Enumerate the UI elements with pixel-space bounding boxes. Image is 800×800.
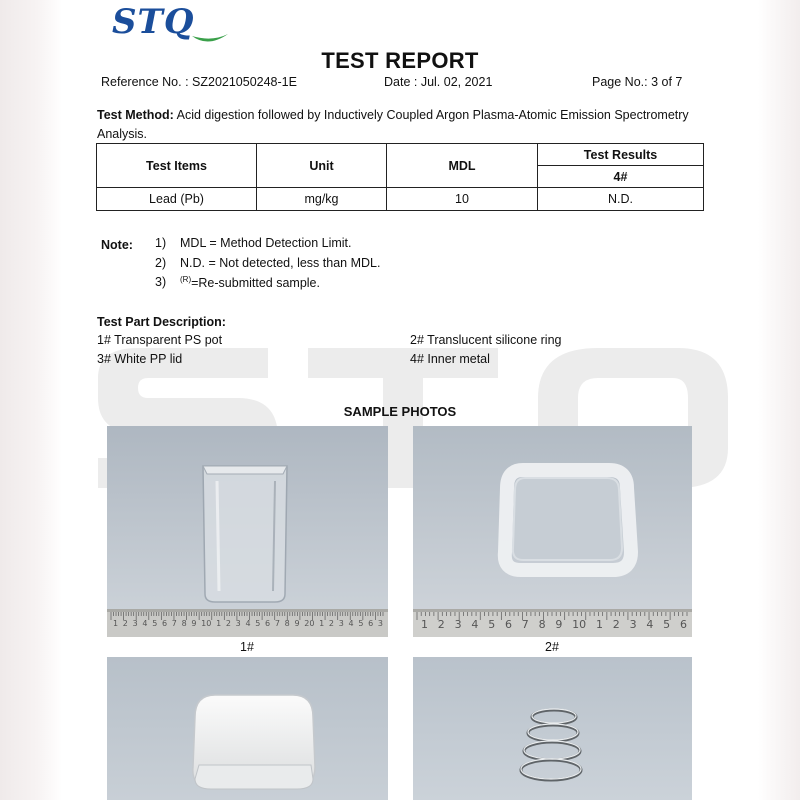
note-number: 3) <box>155 275 167 289</box>
results-table <box>96 143 704 211</box>
cell-item: Lead (Pb) <box>97 188 257 211</box>
ruler-number: 8 <box>538 618 546 631</box>
part-description-item: 3# White PP lid <box>97 352 183 366</box>
ruler-number: 8 <box>284 619 290 628</box>
ruler-number: 4 <box>142 619 148 628</box>
photo-white-lid <box>107 657 388 800</box>
sample-photos-title: SAMPLE PHOTOS <box>343 404 457 419</box>
note-number: 2) <box>155 256 167 270</box>
ruler-number: 9 <box>191 619 197 628</box>
photo-2-image <box>413 426 692 637</box>
ruler-number: 1 <box>319 619 325 628</box>
ruler-number: 3 <box>377 619 383 628</box>
ruler-number: 10 <box>572 618 587 631</box>
ruler-number: 1 <box>113 619 119 628</box>
note-superscript: (R) <box>180 275 192 284</box>
ruler-number: 20 <box>304 619 315 628</box>
ruler-number: 3 <box>629 618 637 631</box>
ruler-number: 1 <box>595 618 603 631</box>
ruler-scale <box>113 619 383 628</box>
photo-4-image <box>413 657 692 800</box>
ruler-number: 4 <box>348 619 354 628</box>
ruler-number: 3 <box>338 619 344 628</box>
photo-caption: 2# <box>545 640 559 654</box>
note-text: N.D. = Not detected, less than MDL. <box>180 256 381 270</box>
photo-1-image <box>107 426 388 637</box>
ruler-scale <box>421 618 687 631</box>
header-test-items: Test Items <box>97 144 257 188</box>
cell-mdl: 10 <box>387 188 538 211</box>
ruler-number: 4 <box>245 619 251 628</box>
ruler-number: 4 <box>646 618 654 631</box>
note-text <box>180 275 320 290</box>
note-text: MDL = Method Detection Limit. <box>180 236 352 250</box>
photo-transparent-pot <box>107 426 388 637</box>
test-method-label: Test Method: <box>97 108 174 122</box>
page-edge-left <box>0 0 62 800</box>
ruler-number: 5 <box>255 619 261 628</box>
ruler-number: 5 <box>488 618 496 631</box>
header-unit: Unit <box>257 144 387 188</box>
logo-text: STQ <box>112 2 195 42</box>
ruler-number: 5 <box>358 619 364 628</box>
ruler-number: 6 <box>679 618 687 631</box>
part-description-item: 1# Transparent PS pot <box>97 333 223 347</box>
stq-logo <box>112 2 234 42</box>
part-description-item: 2# Translucent silicone ring <box>410 333 562 347</box>
ruler-number: 6 <box>504 618 512 631</box>
ruler-number: 1 <box>216 619 222 628</box>
photo-silicone-ring <box>413 426 692 637</box>
ruler-number: 3 <box>235 619 241 628</box>
ruler-number: 10 <box>201 619 212 628</box>
header-sample-4: 4# <box>538 166 704 188</box>
ruler-number: 9 <box>294 619 300 628</box>
report-date: Date : Jul. 02, 2021 <box>384 75 493 89</box>
test-method-text: Acid digestion followed by Inductively Coupled Argon Plasma-Atomic Emission Spectrometry Analysis. <box>97 108 689 141</box>
ruler-number: 3 <box>454 618 462 631</box>
page-edge-right <box>758 0 800 800</box>
photo-3-image <box>107 657 388 800</box>
part-description-item: 4# Inner metal <box>410 352 490 366</box>
ruler-number: 2 <box>612 618 620 631</box>
header-test-results: Test Results <box>538 144 704 166</box>
reference-number: Reference No. : SZ2021050248-1E <box>101 75 297 89</box>
note-label: Note: <box>101 238 133 252</box>
ruler-number: 5 <box>152 619 158 628</box>
page-number: Page No.: 3 of 7 <box>592 75 683 89</box>
ruler-number: 1 <box>421 618 428 631</box>
ruler-number: 7 <box>521 618 529 631</box>
ruler-number: 7 <box>274 619 280 628</box>
photo-caption: 1# <box>240 640 254 654</box>
note-text-body: =Re-submitted sample. <box>191 276 320 291</box>
report-title: TEST REPORT <box>321 48 479 73</box>
ruler-number: 5 <box>663 618 671 631</box>
photo-metal-spring <box>413 657 692 800</box>
ruler-number: 9 <box>555 618 563 631</box>
ruler-number: 2 <box>225 619 231 628</box>
note-number: 1) <box>155 236 167 250</box>
logo-swoosh-icon <box>190 32 230 46</box>
ruler-number: 6 <box>368 619 374 628</box>
ruler-number: 2 <box>437 618 445 631</box>
cell-unit: mg/kg <box>257 188 387 211</box>
ruler-number: 2 <box>122 619 128 628</box>
table-row <box>97 188 704 211</box>
ruler-number: 7 <box>171 619 177 628</box>
ruler-number: 8 <box>181 619 187 628</box>
header-mdl: MDL <box>387 144 538 188</box>
cell-result: N.D. <box>538 188 704 211</box>
ruler-number: 2 <box>328 619 335 628</box>
part-description-label: Test Part Description: <box>97 315 226 329</box>
ruler-number: 4 <box>471 618 479 631</box>
ruler-number: 6 <box>161 619 168 628</box>
test-method <box>97 106 697 144</box>
ruler-number: 6 <box>265 619 271 628</box>
ruler-number: 3 <box>132 619 138 628</box>
